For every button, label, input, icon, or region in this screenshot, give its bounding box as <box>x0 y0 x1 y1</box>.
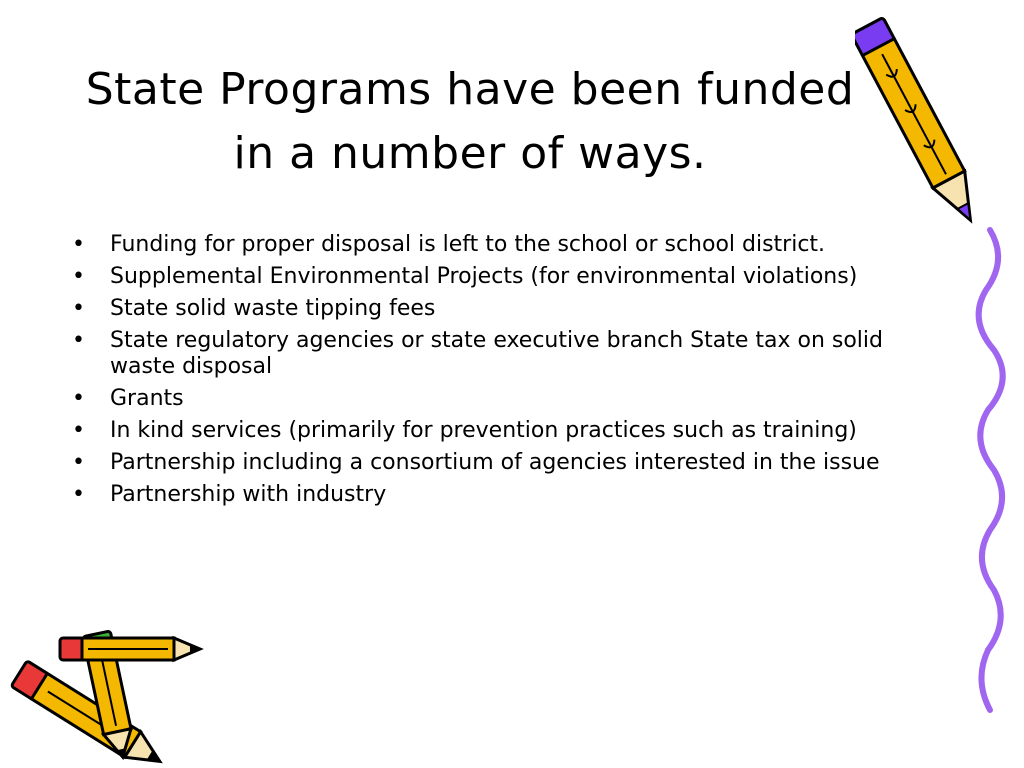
bullet-text: In kind services (primarily for prevention practices such as training) <box>110 418 857 443</box>
bullet-marker: • <box>72 450 85 475</box>
bullet-item <box>70 418 910 444</box>
bullet-text: Funding for proper disposal is left to the school or school district. <box>110 232 826 257</box>
bullet-marker: • <box>72 296 85 321</box>
pencil-clipart-top-right <box>855 0 1005 250</box>
bullet-item <box>70 296 910 322</box>
bullet-marker: • <box>72 328 85 353</box>
bullet-text: Supplemental Environmental Projects (for environmental violations) <box>110 264 858 289</box>
bullet-item <box>70 386 910 412</box>
pencil-three <box>60 638 200 660</box>
bullet-text: State regulatory agencies or state executive branch State tax on solid waste disposal <box>110 328 883 379</box>
bullet-item <box>70 328 910 380</box>
bullet-text: State solid waste tipping fees <box>110 296 436 321</box>
bullet-marker: • <box>72 418 85 443</box>
bullet-text: Grants <box>110 386 184 411</box>
scribble-line <box>960 220 1020 720</box>
pencils-clipart-bottom-left <box>0 608 210 768</box>
bullet-item <box>70 482 910 508</box>
bullet-text: Partnership with industry <box>110 482 387 507</box>
bullet-marker: • <box>72 482 85 507</box>
bullet-text: Partnership including a consortium of agencies interested in the issue <box>110 450 880 475</box>
pencil-one <box>11 661 168 768</box>
bullet-marker: • <box>72 232 85 257</box>
bullet-item <box>70 232 910 258</box>
slide-title: State Programs have been funded in a number of ways. <box>85 64 855 179</box>
bullet-item <box>70 264 910 290</box>
bullet-item <box>70 450 910 476</box>
bullet-marker: • <box>72 264 85 289</box>
bullet-list <box>70 232 910 514</box>
bullet-marker: • <box>72 386 85 411</box>
